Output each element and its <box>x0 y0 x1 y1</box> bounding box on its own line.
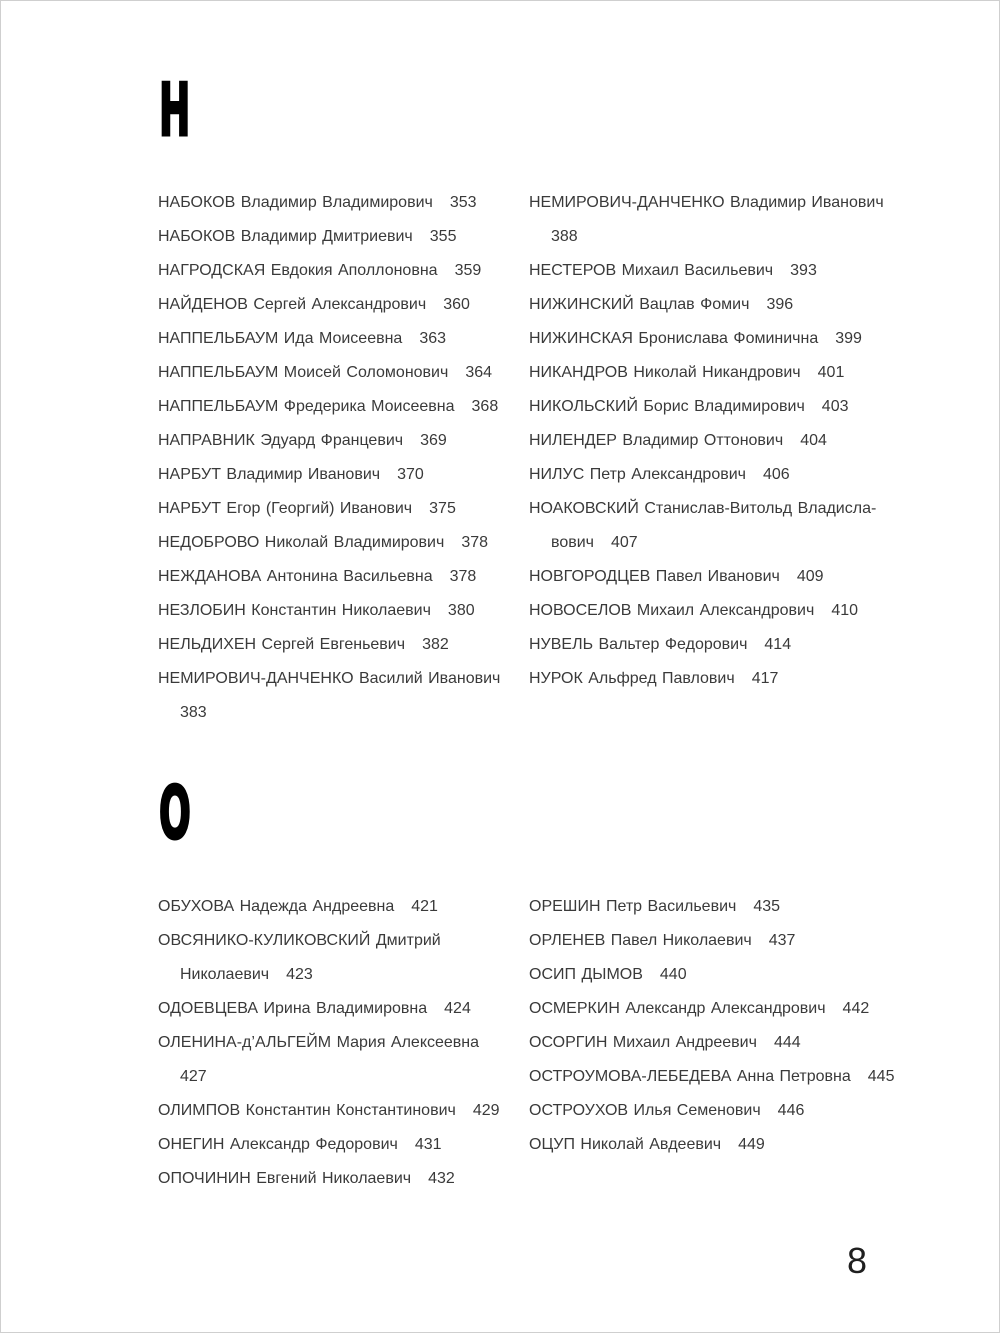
entry-name: НАППЕЛЬБАУМ Фредерика Моисеевна <box>158 398 455 415</box>
entry-name: ОДОЕВЦЕВА Ирина Владимировна <box>158 1000 428 1017</box>
entry-page-number: 353 <box>449 194 477 211</box>
index-entry <box>158 594 500 628</box>
entry-name: ОВСЯНИКО-КУЛИКОВСКИЙ Дмитрий <box>158 932 441 949</box>
index-entry <box>529 1026 894 1060</box>
entry-page-number: 375 <box>429 500 456 517</box>
entry-page-number: 409 <box>796 568 824 585</box>
index-entry <box>529 662 884 696</box>
index-entry <box>158 1094 500 1128</box>
entry-page-number: 421 <box>411 898 438 915</box>
index-entry <box>158 288 500 322</box>
index-entry <box>158 1162 500 1196</box>
entry-name: ОРЛЕНЕВ Павел Николаевич <box>529 932 752 949</box>
entry-name: НЕЛЬДИХЕН Сергей Евгеньевич <box>158 636 406 653</box>
entry-name: ОСМЕРКИН Александр Александрович <box>529 1000 826 1017</box>
entry-page-number: 380 <box>447 602 475 619</box>
index-column-n-right <box>529 186 884 696</box>
entry-page-number: 401 <box>817 364 845 381</box>
entry-page-number: 406 <box>762 466 790 483</box>
entry-page-number: 403 <box>821 398 849 415</box>
entry-page-number: 364 <box>465 364 493 381</box>
index-entry <box>529 322 884 356</box>
index-entry <box>158 424 500 458</box>
index-column-o-left <box>158 890 500 1196</box>
entry-name: НИЖИНСКАЯ Бронислава Фоминична <box>529 330 819 347</box>
index-entry <box>529 594 884 628</box>
index-entry <box>158 1026 500 1094</box>
entry-name: НЕСТЕРОВ Михаил Васильевич <box>529 262 774 279</box>
index-entry <box>158 186 500 220</box>
entry-name: НУРОК Альфред Павлович <box>529 670 735 687</box>
entry-name: НОАКОВСКИЙ Станислав-Витольд Владисла- <box>529 500 877 517</box>
index-entry <box>158 890 500 924</box>
entry-page-number: 399 <box>835 330 862 347</box>
entry-page-number: 437 <box>768 932 796 949</box>
entry-name: НУВЕЛЬ Вальтер Федорович <box>529 636 748 653</box>
entry-name-continued: Николаевич <box>180 966 270 983</box>
entry-page-number: 396 <box>766 296 794 313</box>
section-letter-n: Н <box>159 68 191 152</box>
entry-name: ОРЕШИН Петр Васильевич <box>529 898 737 915</box>
index-entry <box>158 492 500 526</box>
entry-name: НАГРОДСКАЯ Евдокия Аполлоновна <box>158 262 438 279</box>
index-entry <box>529 958 894 992</box>
entry-page-number: 359 <box>454 262 482 279</box>
entry-page-number: 431 <box>414 1136 442 1153</box>
entry-name: НЕМИРОВИЧ-ДАНЧЕНКО Василий Иванович <box>158 670 501 687</box>
entry-name: ОНЕГИН Александр Федорович <box>158 1136 398 1153</box>
entry-page-number: 445 <box>867 1068 895 1085</box>
index-entry <box>158 924 500 992</box>
index-entry <box>158 992 500 1026</box>
entry-page-number: 423 <box>286 966 313 983</box>
index-entry <box>529 992 894 1026</box>
index-entry <box>158 356 500 390</box>
index-entry <box>158 458 500 492</box>
entry-name: НИЛУС Петр Александрович <box>529 466 746 483</box>
entry-page-number: 404 <box>800 432 827 449</box>
entry-page-number: 444 <box>773 1034 801 1051</box>
index-entry <box>529 1128 894 1162</box>
index-entry <box>529 890 894 924</box>
entry-name: НАПРАВНИК Эдуард Францевич <box>158 432 404 449</box>
entry-page-number: 427 <box>180 1068 207 1085</box>
entry-page-number: 360 <box>443 296 470 313</box>
entry-page-number: 429 <box>472 1102 500 1119</box>
page-number: 8 <box>847 1240 868 1281</box>
entry-name: НИЖИНСКИЙ Вацлав Фомич <box>529 296 750 313</box>
index-entry <box>529 186 884 254</box>
entry-name: НЕЖДАНОВА Антонина Васильевна <box>158 568 433 585</box>
index-entry <box>529 424 884 458</box>
entry-name: ОБУХОВА Надежда Андреевна <box>158 898 395 915</box>
entry-name: ОЛИМПОВ Константин Константинович <box>158 1102 456 1119</box>
entry-name: НЕЗЛОБИН Константин Николаевич <box>158 602 431 619</box>
entry-name: НАЙДЕНОВ Сергей Александрович <box>158 296 427 313</box>
entry-name: НАБОКОВ Владимир Дмитриевич <box>158 228 413 245</box>
entry-name: НИЛЕНДЕР Владимир Оттонович <box>529 432 784 449</box>
index-entry <box>529 288 884 322</box>
index-entry <box>158 560 500 594</box>
entry-name: ОСТРОУХОВ Илья Семенович <box>529 1102 761 1119</box>
entry-page-number: 383 <box>180 704 207 721</box>
entry-page-number: 446 <box>777 1102 805 1119</box>
index-entry <box>529 560 884 594</box>
entry-name: ОСИП ДЫМОВ <box>529 966 643 983</box>
entry-page-number: 363 <box>419 330 447 347</box>
index-entry <box>529 924 894 958</box>
entry-name: ОЛЕНИНА-д’АЛЬГЕЙМ Мария Алексеевна <box>158 1034 480 1051</box>
index-entry <box>529 254 884 288</box>
index-entry <box>529 1060 894 1094</box>
entry-page-number: 417 <box>751 670 779 687</box>
index-entry <box>529 492 884 560</box>
index-entry <box>158 390 500 424</box>
index-entry <box>529 390 884 424</box>
entry-page-number: 432 <box>428 1170 455 1187</box>
index-entry <box>158 220 500 254</box>
entry-page-number: 382 <box>422 636 449 653</box>
entry-name: ОСОРГИН Михаил Андреевич <box>529 1034 757 1051</box>
entry-page-number: 442 <box>842 1000 870 1017</box>
entry-page-number: 440 <box>659 966 687 983</box>
index-entry <box>529 628 884 662</box>
index-entry <box>158 1128 500 1162</box>
entry-page-number: 410 <box>831 602 859 619</box>
entry-name: НАППЕЛЬБАУМ Моисей Соломонович <box>158 364 449 381</box>
entry-name-continued: вович <box>551 534 594 551</box>
index-entry <box>529 1094 894 1128</box>
entry-page-number: 378 <box>461 534 489 551</box>
entry-name: ОЦУП Николай Авдеевич <box>529 1136 722 1153</box>
entry-name: ОПОЧИНИН Евгений Николаевич <box>158 1170 412 1187</box>
entry-name: НОВГОРОДЦЕВ Павел Иванович <box>529 568 780 585</box>
index-entry <box>158 628 500 662</box>
section-letter-o: О <box>159 771 191 855</box>
entry-page-number: 355 <box>429 228 457 245</box>
index-column-n-left <box>158 186 500 730</box>
index-entry <box>158 254 500 288</box>
index-entry <box>529 458 884 492</box>
entry-page-number: 378 <box>449 568 477 585</box>
entry-name: НЕМИРОВИЧ-ДАНЧЕНКО Владимир Иванович <box>529 194 884 211</box>
index-entry <box>158 662 500 730</box>
entry-page-number: 424 <box>444 1000 471 1017</box>
entry-page-number: 435 <box>753 898 781 915</box>
entry-name: ОСТРОУМОВА-ЛЕБЕДЕВА Анна Петровна <box>529 1068 851 1085</box>
entry-page-number: 369 <box>420 432 447 449</box>
entry-page-number: 449 <box>738 1136 765 1153</box>
entry-name: НАРБУТ Владимир Иванович <box>158 466 381 483</box>
entry-page-number: 388 <box>551 228 578 245</box>
entry-name: НАРБУТ Егор (Георгий) Иванович <box>158 500 413 517</box>
entry-name: НИКАНДРОВ Николай Никандрович <box>529 364 801 381</box>
entry-page-number: 393 <box>790 262 817 279</box>
entry-name: НАБОКОВ Владимир Владимирович <box>158 194 433 211</box>
entry-name: НИКОЛЬСКИЙ Борис Владимирович <box>529 398 805 415</box>
index-entry <box>529 356 884 390</box>
entry-name: НОВОСЕЛОВ Михаил Александрович <box>529 602 815 619</box>
index-column-o-right <box>529 890 894 1162</box>
entry-page-number: 370 <box>397 466 424 483</box>
entry-page-number: 368 <box>471 398 499 415</box>
index-entry <box>158 322 500 356</box>
index-entry <box>158 526 500 560</box>
entry-name: НЕДОБРОВО Николай Владимирович <box>158 534 445 551</box>
entry-name: НАППЕЛЬБАУМ Ида Моисеевна <box>158 330 403 347</box>
entry-page-number: 414 <box>764 636 792 653</box>
entry-page-number: 407 <box>611 534 638 551</box>
